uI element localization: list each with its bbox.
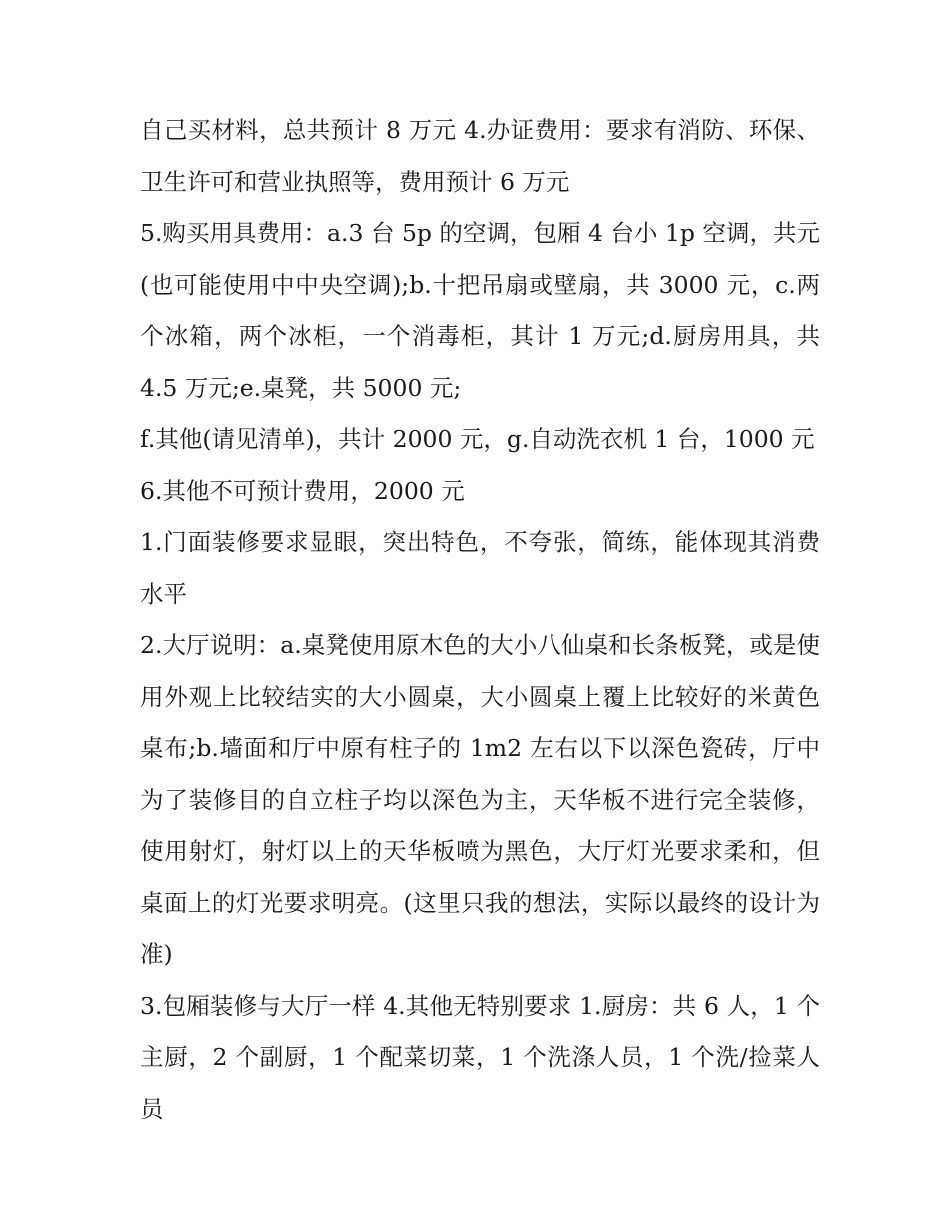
paragraph-hall-description: 2.大厅说明：a.桌凳使用原木色的大小八仙桌和长条板凳，或是使用外观上比较结实的大小圆桌，大小圆桌上覆上比较好的米黄色桌布;b.墙面和厅中原有柱子的 1m2 左右以下以深色瓷砖，厅中为了装修目的自立柱子均以深色为主，天华板不进行完全装修，使用射灯，射灯以上的天华板喷为黑色，大厅灯光要求柔和，但桌面上的灯光要求明亮。(这里只我的想法，实际以最终的设计为准) <box>140 631 820 968</box>
paragraph-materials-and-permits: 自己买材料，总共预计 8 万元 4.办证费用：要求有消防、环保、卫生许可和营业执照等，费用预计 6 万元 <box>140 116 820 196</box>
paragraph-private-rooms-and-kitchen: 3.包厢装修与大厅一样 4.其他无特别要求 1.厨房：共 6 人，1 个主厨，2 个副厨，1 个配菜切菜，1 个洗涤人员，1 个洗/捡菜人员 <box>140 991 820 1123</box>
paragraph-storefront-decoration: 1.门面装修要求显眼，突出特色，不夸张，简练，能体现其消费水平 <box>140 528 820 608</box>
paragraph-equipment-costs: 5.购买用具费用：a.3 台 5p 的空调，包厢 4 台小 1p 空调，共元(也可能使用中中央空调);b.十把吊扇或壁扇，共 3000 元，c.两个冰箱，两个冰柜，一个消毒柜，其计 1 万元;d.厨房用具，共 4.5 万元;e.桌凳，共 5000 元; <box>140 219 820 402</box>
paragraph-unforeseen-costs: 6.其他不可预计费用，2000 元 <box>140 476 465 505</box>
paragraph-other-costs: f.其他(请见清单)，共计 2000 元，g.自动洗衣机 1 台，1000 元 <box>140 425 815 453</box>
document-page <box>140 105 820 1135</box>
